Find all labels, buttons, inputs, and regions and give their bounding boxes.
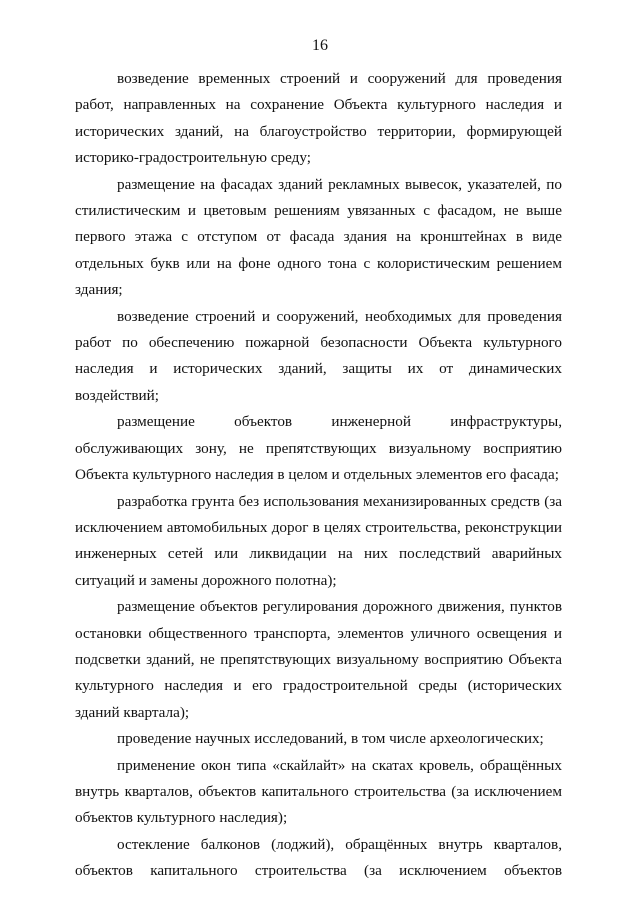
paragraph: размещение объектов регулирования дорожного движения, пунктов остановки общественного транспорта, элементов уличного освещения и подсветки зданий, не препятствующих визуальному восприятию Объекта культурного наследия и его градостроительной среды (исторических зданий квартала); — [75, 598, 562, 721]
paragraph: возведение строений и сооружений, необходимых для проведения работ по обеспечению пожарной безопасности Объекта культурного наследия и исторических зданий, защиты их от динамических воздействий; — [75, 307, 562, 404]
paragraph: разработка грунта без использования механизированных средств (за исключением автомобильных дорог в целях строительства, реконструкции инженерных сетей или ликвидации на них последствий аварийных ситуаций и замены дорожного полотна); — [75, 492, 562, 589]
paragraph: размещение на фасадах зданий рекламных вывесок, указателей, по стилистическим и цветовым решениям увязанных с фасадом, не выше первого этажа с отступом от фасада здания на кронштейнах в виде отдельных букв или на фоне одного тона с колористическим решением здания; — [75, 175, 562, 299]
page-number: 16 — [312, 37, 328, 54]
paragraph: размещение объектов инженерной инфраструктуры, обслуживающих зону, не препятствующих визуальному восприятию Объекта культурного наследия в целом и отдельных элементов его фасада; — [75, 413, 562, 484]
paragraph: применение окон типа «скайлайт» на скатах кровель, обращённых внутрь кварталов, объектов капитального строительства (за исключением объектов культурного наследия); — [75, 756, 562, 827]
paragraph: возведение временных строений и сооружений для проведения работ, направленных на сохранение Объекта культурного наследия и исторических зданий, на благоустройство территории, формирующей историко-градостроительную среду; — [75, 70, 562, 167]
paragraph: остекление балконов (лоджий), обращённых внутрь кварталов, объектов капитального строительства (за исключением объектов — [75, 835, 562, 880]
paragraph: проведение научных исследований, в том числе археологических; — [117, 730, 544, 748]
document-body — [75, 66, 562, 885]
